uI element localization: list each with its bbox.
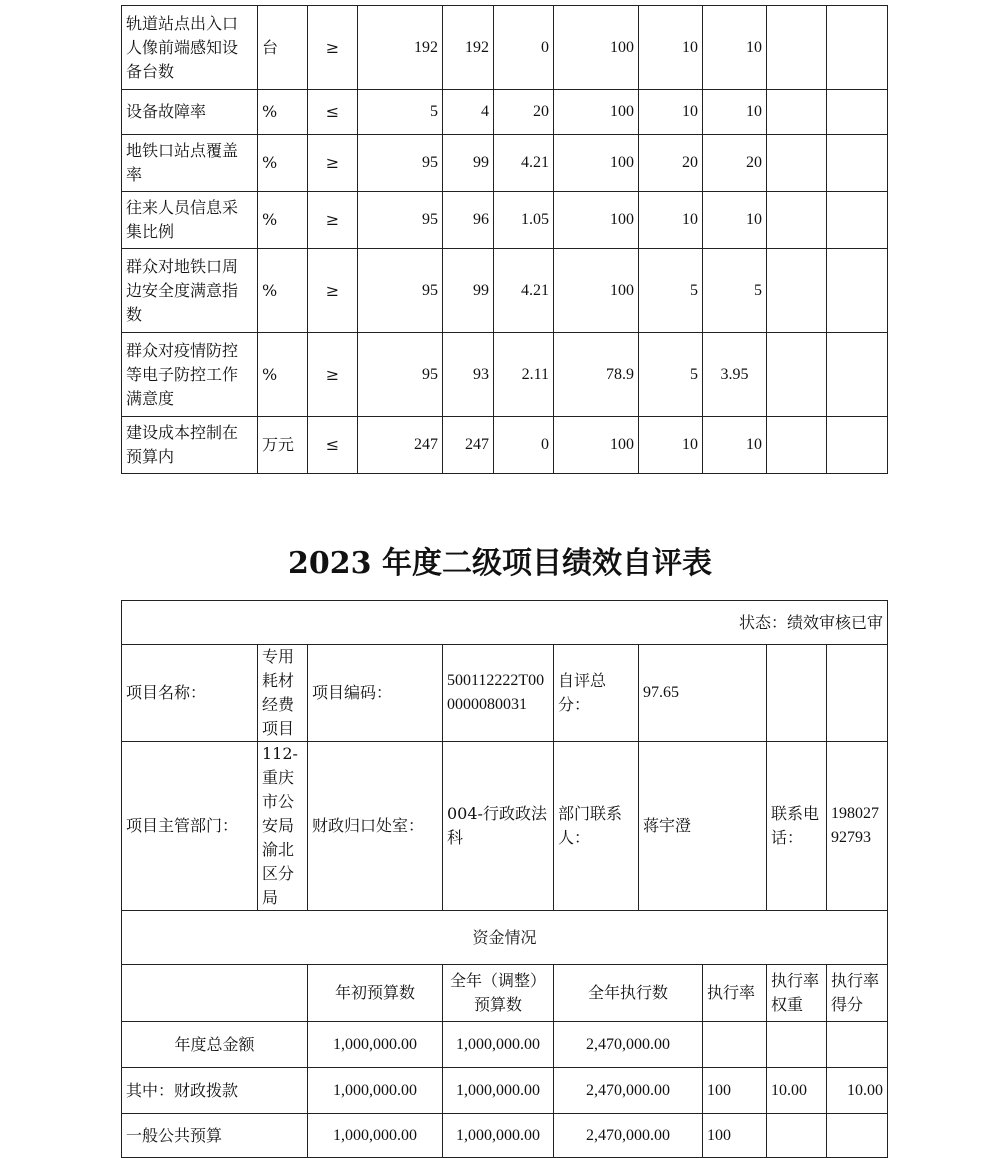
completion-rate: 100 [554, 249, 639, 333]
exec-rate-score [827, 1022, 888, 1068]
weight: 5 [639, 333, 703, 417]
empty-cell [122, 965, 308, 1022]
score: 10 [703, 90, 767, 135]
unit: % [258, 90, 308, 135]
fund-label: 一般公共预算 [122, 1114, 308, 1158]
exec-rate-weight: 10.00 [767, 1068, 827, 1114]
completion-rate: 100 [554, 6, 639, 90]
operator: ≥ [308, 192, 358, 249]
exec-rate-weight [767, 1022, 827, 1068]
initial-budget: 1,000,000.00 [308, 1114, 443, 1158]
weight: 10 [639, 6, 703, 90]
empty-cell [767, 249, 827, 333]
col-adjusted-budget: 全年（调整）预算数 [443, 965, 554, 1022]
empty-cell [767, 90, 827, 135]
empty-cell [827, 192, 888, 249]
empty-cell [767, 135, 827, 192]
weight: 10 [639, 90, 703, 135]
operator: ≥ [308, 249, 358, 333]
col-initial-budget: 年初预算数 [308, 965, 443, 1022]
indicator-name: 地铁口站点覆盖率 [122, 135, 258, 192]
target-value: 192 [358, 6, 443, 90]
score: 3.95 [703, 333, 767, 417]
page-title: 2023 年度二级项目绩效自评表 [288, 546, 712, 581]
deviation: 1.05 [494, 192, 554, 249]
status-text: 状态：绩效审核已审 [122, 601, 888, 645]
contact-value: 蒋宇澄 [639, 742, 767, 911]
score: 10 [703, 192, 767, 249]
empty-cell [827, 645, 888, 742]
executed-amount: 2,470,000.00 [554, 1022, 703, 1068]
score: 5 [703, 249, 767, 333]
adjusted-budget: 1,000,000.00 [443, 1022, 554, 1068]
table-row [122, 333, 888, 417]
total-score-label: 自评总分： [554, 645, 639, 742]
project-name-label: 项目名称： [122, 645, 258, 742]
project-code-value: 500112222T000000080031 [443, 645, 554, 742]
table-row [122, 249, 888, 333]
empty-cell [767, 417, 827, 474]
fund-label: 年度总金额 [122, 1022, 308, 1068]
finance-value: 004-行政政法科 [443, 742, 554, 911]
table-row [122, 417, 888, 474]
deviation: 20 [494, 90, 554, 135]
deviation: 4.21 [494, 135, 554, 192]
unit: % [258, 249, 308, 333]
deviation: 0 [494, 6, 554, 90]
empty-cell [767, 192, 827, 249]
empty-cell [827, 90, 888, 135]
finance-label: 财政归口处室： [308, 742, 443, 911]
operator: ≤ [308, 90, 358, 135]
project-name-value: 专用耗材经费项目 [258, 645, 308, 742]
initial-budget: 1,000,000.00 [308, 1068, 443, 1114]
funds-header: 资金情况 [122, 911, 888, 965]
adjusted-budget: 1,000,000.00 [443, 1068, 554, 1114]
unit: % [258, 192, 308, 249]
completion-rate: 78.9 [554, 333, 639, 417]
weight: 10 [639, 192, 703, 249]
empty-cell [767, 333, 827, 417]
phone-value: 19802792793 [827, 742, 888, 911]
actual-value: 4 [443, 90, 494, 135]
target-value: 247 [358, 417, 443, 474]
completion-rate: 100 [554, 192, 639, 249]
dept-value: 112-重庆市公安局渝北区分局 [258, 742, 308, 911]
executed-amount: 2,470,000.00 [554, 1114, 703, 1158]
empty-cell [827, 6, 888, 90]
actual-value: 247 [443, 417, 494, 474]
table-row [122, 135, 888, 192]
deviation: 4.21 [494, 249, 554, 333]
executed-amount: 2,470,000.00 [554, 1068, 703, 1114]
completion-rate: 100 [554, 135, 639, 192]
actual-value: 96 [443, 192, 494, 249]
empty-cell [827, 417, 888, 474]
empty-cell [827, 135, 888, 192]
operator: ≥ [308, 135, 358, 192]
project-code-label: 项目编码： [308, 645, 443, 742]
empty-cell [767, 645, 827, 742]
score: 10 [703, 6, 767, 90]
completion-rate: 100 [554, 417, 639, 474]
target-value: 95 [358, 192, 443, 249]
actual-value: 99 [443, 249, 494, 333]
actual-value: 93 [443, 333, 494, 417]
unit: % [258, 333, 308, 417]
dept-label: 项目主管部门： [122, 742, 258, 911]
weight: 5 [639, 249, 703, 333]
table-row [122, 6, 888, 90]
deviation: 0 [494, 417, 554, 474]
indicator-name: 群众对疫情防控等电子防控工作满意度 [122, 333, 258, 417]
performance-table [121, 600, 888, 1158]
empty-cell [827, 333, 888, 417]
indicator-name: 轨道站点出入口人像前端感知设备台数 [122, 6, 258, 90]
table-row [122, 1068, 888, 1114]
unit: % [258, 135, 308, 192]
operator: ≥ [308, 6, 358, 90]
unit: 万元 [258, 417, 308, 474]
col-exec-rate-score: 执行率得分 [827, 965, 888, 1022]
col-executed: 全年执行数 [554, 965, 703, 1022]
operator: ≥ [308, 333, 358, 417]
exec-rate-score: 10.00 [827, 1068, 888, 1114]
target-value: 95 [358, 135, 443, 192]
exec-rate [703, 1022, 767, 1068]
contact-label: 部门联系人： [554, 742, 639, 911]
empty-cell [767, 6, 827, 90]
table-row [122, 1022, 888, 1068]
indicator-name: 群众对地铁口周边安全度满意指数 [122, 249, 258, 333]
deviation: 2.11 [494, 333, 554, 417]
indicator-name: 建设成本控制在预算内 [122, 417, 258, 474]
exec-rate: 100 [703, 1114, 767, 1158]
target-value: 95 [358, 333, 443, 417]
phone-label: 联系电话： [767, 742, 827, 911]
table-row [122, 192, 888, 249]
actual-value: 192 [443, 6, 494, 90]
completion-rate: 100 [554, 90, 639, 135]
fund-label: 其中：财政拨款 [122, 1068, 308, 1114]
weight: 10 [639, 417, 703, 474]
exec-rate: 100 [703, 1068, 767, 1114]
col-exec-rate: 执行率 [703, 965, 767, 1022]
indicator-name: 往来人员信息采集比例 [122, 192, 258, 249]
table-row [122, 90, 888, 135]
score: 10 [703, 417, 767, 474]
indicator-table [121, 5, 888, 474]
target-value: 95 [358, 249, 443, 333]
exec-rate-weight [767, 1114, 827, 1158]
operator: ≤ [308, 417, 358, 474]
col-exec-rate-weight: 执行率权重 [767, 965, 827, 1022]
empty-cell [827, 249, 888, 333]
total-score-value: 97.65 [639, 645, 767, 742]
actual-value: 99 [443, 135, 494, 192]
unit: 台 [258, 6, 308, 90]
initial-budget: 1,000,000.00 [308, 1022, 443, 1068]
target-value: 5 [358, 90, 443, 135]
table-row [122, 1114, 888, 1158]
indicator-name: 设备故障率 [122, 90, 258, 135]
score: 20 [703, 135, 767, 192]
weight: 20 [639, 135, 703, 192]
adjusted-budget: 1,000,000.00 [443, 1114, 554, 1158]
exec-rate-score [827, 1114, 888, 1158]
